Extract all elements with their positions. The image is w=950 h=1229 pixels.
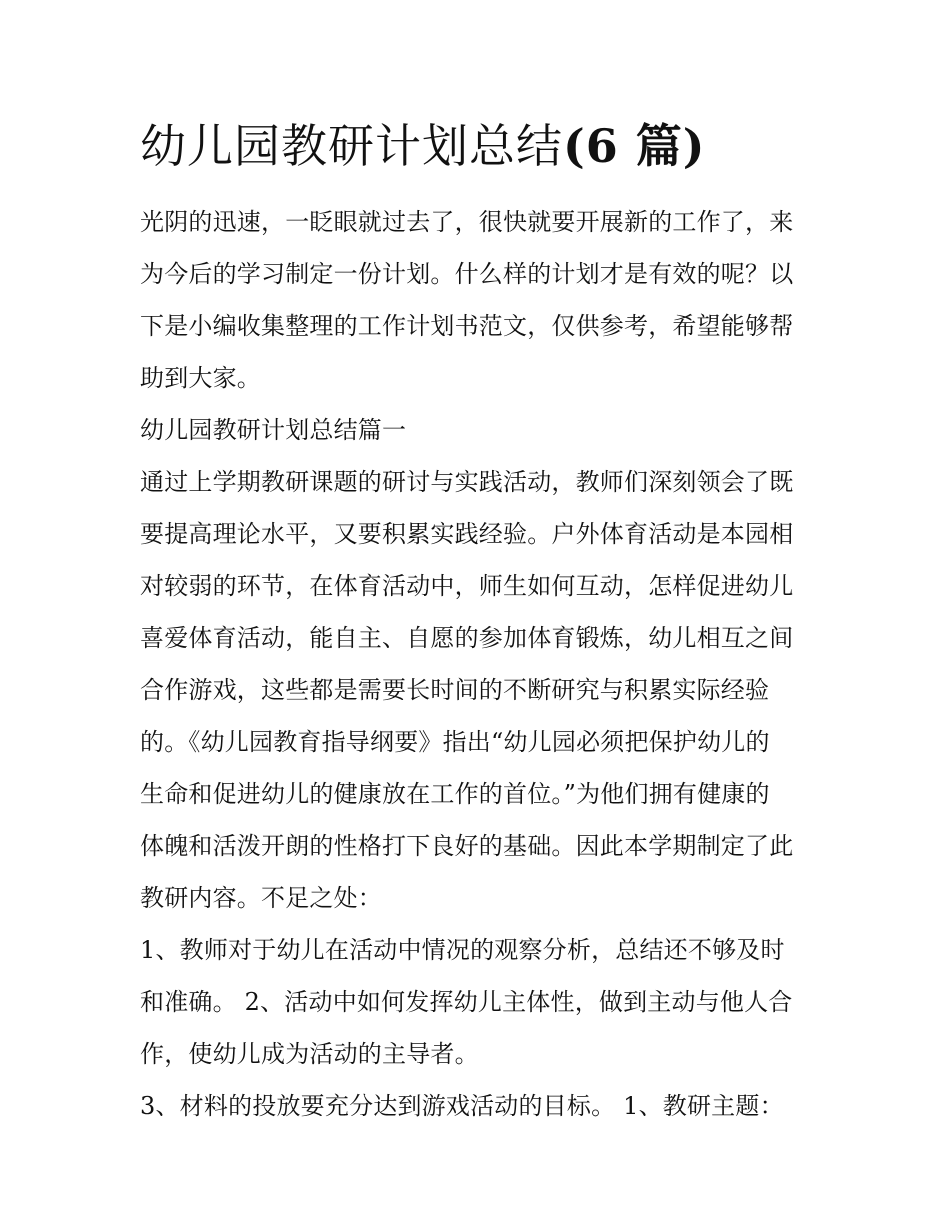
text-line: 要提高理论水平，又要积累实践经验。户外体育活动是本园相 <box>140 520 794 548</box>
list-item: 3、材料的投放要充分达到游戏活动的目标。 1、教研主题： <box>140 1092 784 1120</box>
text-line: 教研内容。不足之处： <box>140 884 382 912</box>
list-item: 作，使幼儿成为活动的主导者。 <box>140 1040 479 1068</box>
title-suffix: (6 篇) <box>563 119 706 173</box>
text-line: 助到大家。 <box>140 364 261 392</box>
text-line: 生命和促进幼儿的健康放在工作的首位。”为他们拥有健康的 <box>140 780 770 808</box>
list-item: 1、教师对于幼儿在活动中情况的观察分析，总结还不够及时 <box>140 936 785 964</box>
text-line: 光阴的迅速，一眨眼就过去了，很快就要开展新的工作了，来 <box>140 208 794 236</box>
text-line: 通过上学期教研课题的研讨与实践活动，教师们深刻领会了既 <box>140 468 794 496</box>
text-line: 的。《幼儿园教育指导纲要》指出“幼儿园必须把保护幼儿的 <box>140 728 770 756</box>
text-line: 对较弱的环节，在体育活动中，师生如何互动，怎样促进幼儿 <box>140 572 794 600</box>
section-heading: 幼儿园教研计划总结篇一 <box>140 416 407 444</box>
list-item: 和准确。 2、活动中如何发挥幼儿主体性，做到主动与他人合 <box>140 988 793 1016</box>
text-line: 下是小编收集整理的工作计划书范文，仅供参考，希望能够帮 <box>140 312 794 340</box>
text-line: 为今后的学习制定一份计划。什么样的计划才是有效的呢？以 <box>140 260 794 288</box>
text-line: 喜爱体育活动，能自主、自愿的参加体育锻炼，幼儿相互之间 <box>140 624 794 652</box>
text-line: 体魄和活泼开朗的性格打下良好的基础。因此本学期制定了此 <box>140 832 794 860</box>
title-main: 幼儿园教研计划总结 <box>140 119 563 173</box>
text-line: 合作游戏，这些都是需要长时间的不断研究与积累实际经验 <box>140 676 770 704</box>
document-title <box>140 116 706 176</box>
document-body <box>140 196 820 1132</box>
